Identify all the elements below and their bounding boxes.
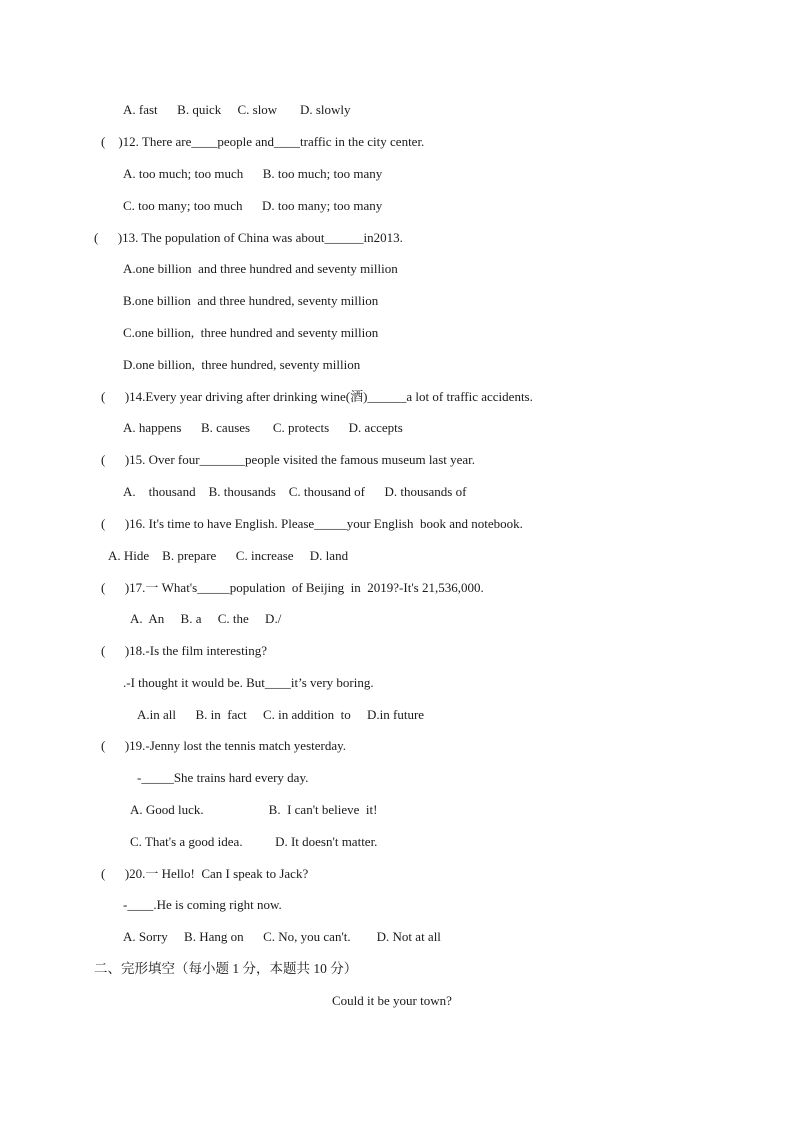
question-19-stem: ( )19.-Jenny lost the tennis match yesterday. bbox=[101, 738, 347, 753]
question-12-options-ab: A. too much; too much B. too much; too many bbox=[123, 166, 383, 181]
question-14-options: A. happens B. causes C. protects D. accepts bbox=[123, 420, 403, 435]
question-19-options-ab: A. Good luck. B. I can't believe it! bbox=[130, 802, 378, 817]
question-15-options: A. thousand B. thousands C. thousand of D. thousands of bbox=[123, 484, 467, 499]
question-18-dialogue: .-I thought it would be. But____it’s very boring. bbox=[123, 675, 374, 690]
question-19-dialogue: -_____She trains hard every day. bbox=[137, 770, 309, 785]
question-20-stem: ( )20.一 Hello! Can I speak to Jack? bbox=[101, 866, 309, 881]
question-13-stem: ( )13. The population of China was about______in2013. bbox=[94, 230, 403, 245]
question-14-stem: ( )14.Every year driving after drinking wine(酒)______a lot of traffic accidents. bbox=[101, 389, 533, 404]
question-16-options: A. Hide B. prepare C. increase D. land bbox=[108, 548, 349, 563]
question-17-options: A. An B. a C. the D./ bbox=[130, 611, 282, 626]
question-13-option-c: C.one billion, three hundred and seventy million bbox=[123, 325, 379, 340]
question-13-option-d: D.one billion, three hundred, seventy million bbox=[123, 357, 361, 372]
question-20-options: A. Sorry B. Hang on C. No, you can't. D. Not at all bbox=[123, 929, 441, 944]
question-18-stem: ( )18.-Is the film interesting? bbox=[101, 643, 268, 658]
passage-title: Could it be your town? bbox=[332, 993, 452, 1008]
question-12-stem: ( )12. There are____people and____traffic in the city center. bbox=[101, 134, 425, 149]
question-19-options-cd: C. That's a good idea. D. It doesn't matter. bbox=[130, 834, 378, 849]
question-18-options: A.in all B. in fact C. in addition to D.in future bbox=[137, 707, 425, 722]
question-13-option-a: A.one billion and three hundred and seventy million bbox=[123, 261, 398, 276]
question-12-options-cd: C. too many; too much D. too many; too many bbox=[123, 198, 383, 213]
question-15-stem: ( )15. Over four_______people visited the famous museum last year. bbox=[101, 452, 476, 467]
question-16-stem: ( )16. It's time to have English. Please_____your English book and notebook. bbox=[101, 516, 523, 531]
question-20-dialogue: -____.He is coming right now. bbox=[123, 897, 282, 912]
question-11-options: A. fast B. quick C. slow D. slowly bbox=[123, 102, 351, 117]
section-heading: 二、完形填空（每小题 1 分，本题共 10 分） bbox=[94, 961, 358, 976]
question-13-option-b: B.one billion and three hundred, seventy million bbox=[123, 293, 379, 308]
question-17-stem: ( )17.一 What's_____population of Beijing in 2019?-It's 21,536,000. bbox=[101, 580, 484, 595]
